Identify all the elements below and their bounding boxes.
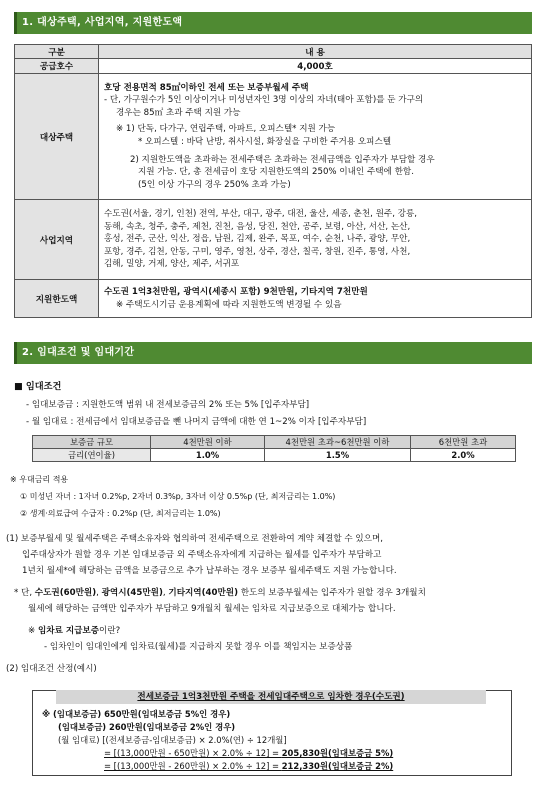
target-content <box>99 74 532 200</box>
rate-header-tier-3: 6천만원 초과 <box>411 436 516 449</box>
rate-value-tier-1: 1.0% <box>151 449 265 462</box>
para2-capital: 수도권(60만원) <box>34 588 97 598</box>
guarantee-suffix: 이란? <box>99 626 121 636</box>
region-line-5: 김해, 밀양, 거제, 양산, 제주, 서귀포 <box>104 259 240 270</box>
interest-rate-table <box>32 435 516 462</box>
example-line-2: (임대보증금) 260만원(임대보증금 2%인 경우) <box>58 722 236 732</box>
example-line-3: (월 임대료) [(전세보증금-임대보증금) × 2.0%(연) ÷ 12개월] <box>58 735 287 745</box>
target-line-4: ※ 1) 단독, 다가구, 연립주택, 아파트, 오피스텔* 지원 가능 <box>116 124 336 135</box>
para1-line-1: (1) 보증부월세 및 월세주택은 주택소유자와 협의하여 전세주택으로 전환하여 계약 체결할 수 있으며, <box>6 534 384 544</box>
para2-other: 기타지역(40만원) <box>168 588 239 598</box>
para2-metro: 광역시(45만원) <box>101 588 163 598</box>
section-1-title: 1. 대상주택, 사업지역, 지원한도액 <box>22 17 183 28</box>
example-line-5-formula: = [(13,000만원 - 260만원) × 2.0% ÷ 12] = <box>104 761 282 771</box>
example-line-4-formula: = [(13,000만원 - 650만원) × 2.0% ÷ 12] = <box>104 748 282 758</box>
para1-line-2: 입주대상자가 원할 경우 기본 임대보증금 외 주택소유자에게 지급하는 월세를 입주자가 부담하고 <box>22 550 382 560</box>
target-line-6: 2) 지원한도액을 초과하는 전세주택은 초과하는 전세금액을 입주자가 부담할 경우 <box>130 154 435 165</box>
target-line-1: 호당 전용면적 85㎡이하인 전세 또는 보증부월세 주택 <box>104 82 309 93</box>
limit-label: 지원한도액 <box>15 280 99 318</box>
preferential-item-1: ① 미성년 자녀 : 1자녀 0.2%p, 2자녀 0.3%p, 3자녀 이상 0.5%p (단, 최저금리는 1.0%) <box>20 492 336 501</box>
target-line-5: * 오피스텔 : 바닥 난방, 취사시설, 화장실을 구비한 주거용 오피스텔 <box>138 137 392 147</box>
para2-sep-1: , <box>96 588 102 598</box>
supply-label: 공급호수 <box>15 59 99 74</box>
region-line-1: 수도권(서울, 경기, 인천) 전역, 부산, 대구, 광주, 대전, 울산, 세종, 춘천, 원주, 강릉, <box>104 209 418 220</box>
para3-title: (2) 임대조건 산정(예시) <box>6 664 97 674</box>
supply-value: 4,000호 <box>99 59 532 74</box>
example-title: 전세보증금 1억3천만원 주택을 전세임대주택으로 임차한 경우(수도권) <box>56 690 486 704</box>
limit-line-1: 수도권 1억3천만원, 광역시(세종시 포함) 9천만원, 기타지역 7천만원 <box>104 286 368 297</box>
rate-value-tier-3: 2.0% <box>411 449 516 462</box>
example-line-5-result: 212,330원(임대보증금 2%) <box>281 761 394 771</box>
guarantee-desc: - 임차인이 임대인에게 임차료(월세)를 지급하지 못할 경우 이를 책임지는 보증상품 <box>44 642 353 652</box>
target-label: 대상주택 <box>15 74 99 200</box>
section-2-title: 2. 임대조건 및 임대기간 <box>22 347 135 358</box>
limit-content <box>99 280 532 318</box>
housing-info-table <box>14 44 532 318</box>
guarantee-title-line <box>28 624 120 636</box>
rate-header-tier-1: 4천만원 이하 <box>151 436 265 449</box>
guarantee-title: 임차료 지급보증 <box>37 626 100 636</box>
para2-sep-2: , <box>162 588 169 598</box>
rate-value-tier-2: 1.5% <box>265 449 411 462</box>
section-1-header <box>14 12 532 34</box>
example-line-4-result: 205,830원(임대보증금 5%) <box>281 748 394 758</box>
target-line-2: - 단, 가구원수가 5인 이상이거나 미성년자인 3명 이상의 자녀(태아 포함)를 둔 가구의 <box>104 95 424 106</box>
conditions-heading: ■ 임대조건 <box>14 381 62 392</box>
para2-line-1 <box>14 586 426 598</box>
limit-line-2: ※ 주택도시기금 운용계획에 따라 지원한도액 변경될 수 있음 <box>116 299 342 310</box>
para1-line-3: 1년치 월세*에 해당하는 금액을 보증금으로 추가 납부하는 경우 보증부 월세주택도 지원 가능합니다. <box>22 566 397 576</box>
rate-header-tier-2: 4천만원 초과~6천만원 이하 <box>265 436 411 449</box>
target-line-8: (5인 이상 가구의 경우 250% 초과 가능) <box>138 179 291 190</box>
rate-row-label: 금리(연이율) <box>33 449 151 462</box>
para2-suffix: 한도의 보증부월세는 입주자가 원할 경우 3개월치 <box>238 588 426 598</box>
section-2-header <box>14 342 532 364</box>
preferential-item-2: ② 생계·의료급여 수급자 : 0.2%p (단, 최저금리는 1.0%) <box>20 509 221 518</box>
header-content: 내 용 <box>99 45 532 59</box>
example-line-1: ※ (임대보증금) 650만원(임대보증금 5%인 경우) <box>42 709 231 719</box>
region-line-3: 홍성, 전주, 군산, 익산, 정읍, 남원, 김제, 완주, 목포, 여수, 순천, 나주, 광양, 무안, <box>104 234 411 245</box>
header-category: 구분 <box>15 45 99 59</box>
rate-header-scale: 보증금 규모 <box>33 436 151 449</box>
para2-line-2: 월세에 해당하는 금액만 입주자가 부담하고 9개월치 월세는 임차료 지급보증으로 대체가능 합니다. <box>28 604 396 614</box>
guarantee-prefix: ※ <box>28 626 38 636</box>
example-line-4 <box>104 747 393 759</box>
para2-prefix: * 단, <box>14 588 35 598</box>
region-label: 사업지역 <box>15 200 99 280</box>
preferential-title: ※ 우대금리 적용 <box>10 475 69 484</box>
region-line-4: 포항, 경주, 김천, 안동, 구미, 영주, 영천, 상주, 경산, 칠곡, 창원, 진주, 통영, 사천, <box>104 246 411 257</box>
example-line-5 <box>104 760 393 772</box>
conditions-rent: - 월 임대료 : 전세금에서 임대보증금을 뺀 나머지 금액에 대한 연 1~2% 이자 [입주자부담] <box>26 417 367 427</box>
conditions-deposit: - 임대보증금 : 지원한도액 범위 내 전세보증금의 2% 또는 5% [입주자부담] <box>26 400 310 410</box>
target-line-3: 경우는 85㎡ 초과 주택 지원 가능 <box>116 107 241 118</box>
region-content <box>99 200 532 280</box>
region-line-2: 동해, 속초, 청주, 충주, 제천, 진천, 음성, 당진, 천안, 공주, 보령, 아산, 서산, 논산, <box>104 221 411 232</box>
target-line-7: 지원 가능. 단, 총 전세금이 호당 지원한도액의 250% 이내인 주택에 한함. <box>138 167 414 178</box>
